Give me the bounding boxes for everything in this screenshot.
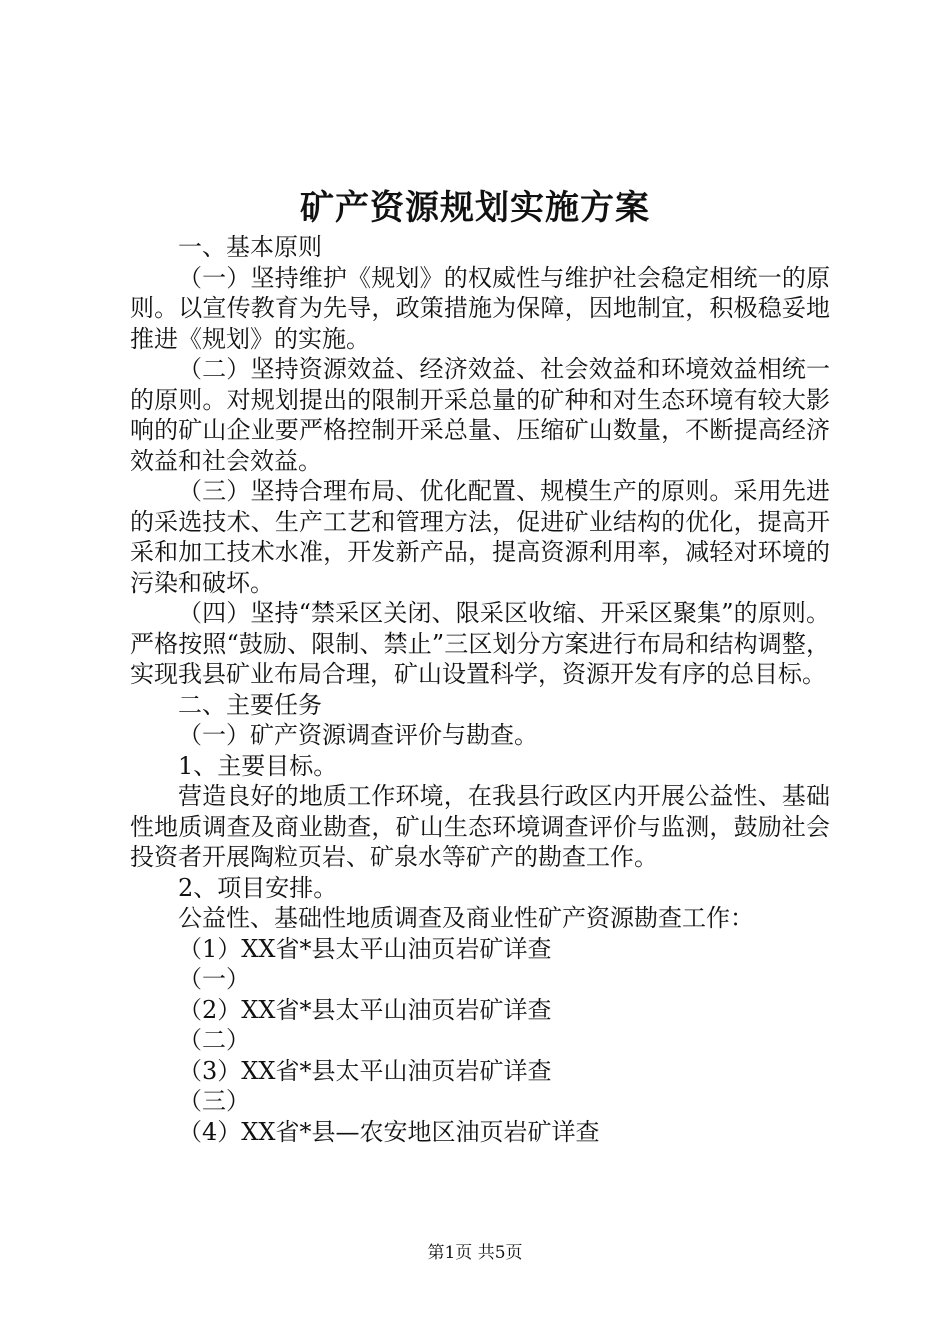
item-heading-projects: 2、项目安排。	[178, 873, 338, 902]
list-item: （一）	[178, 965, 250, 993]
section-heading-principles: 一、基本原则	[178, 233, 322, 261]
document-title: 矿产资源规划实施方案	[300, 188, 650, 228]
list-item: （3）XX省*县太平山油页岩矿详查	[178, 1056, 552, 1085]
paragraph-principle-1: （一）坚持维护《规划》的权威性与维护社会稳定相统一的原则。以宣传教育为先导，政策措施为保障，因地制宜，积极稳妥地推进《规划》的实施。	[130, 263, 830, 353]
list-item: （2）XX省*县太平山油页岩矿详查	[178, 995, 552, 1024]
paragraph-goals: 营造良好的地质工作环境，在我县行政区内开展公益性、基础性地质调查及商业勘查，矿山生态环境调查评价与监测，鼓励社会投资者开展陶粒页岩、矿泉水等矿产的勘查工作。	[130, 782, 830, 871]
list-item: （4）XX省*县—农安地区油页岩矿详查	[178, 1117, 600, 1146]
document-body	[130, 232, 830, 1147]
subsection-heading-survey: （一）矿产资源调查评价与勘查。	[178, 721, 538, 749]
paragraph-principle-2: （二）坚持资源效益、经济效益、社会效益和环境效益相统一的原则。对规划提出的限制开采总量的矿种和对生态环境有较大影响的矿山企业要严格控制开采总量、压缩矿山数量，不断提高经济效益和社会效益。	[130, 355, 830, 475]
list-item: （1）XX省*县太平山油页岩矿详查	[178, 934, 552, 963]
list-item: （三）	[178, 1087, 250, 1115]
paragraph-projects-intro: 公益性、基础性地质调查及商业性矿产资源勘查工作：	[178, 904, 754, 932]
section-heading-tasks: 二、主要任务	[178, 690, 322, 719]
item-heading-goals: 1、主要目标。	[178, 751, 338, 780]
list-item: （二）	[178, 1026, 250, 1054]
paragraph-principle-4: （四）坚持“禁采区关闭、限采区收缩、开采区聚集”的原则。严格按照“鼓励、限制、禁止”三区划分方案进行布局和结构调整，实现我县矿业布局合理，矿山设置科学，资源开发有序的总目标。	[130, 599, 830, 688]
paragraph-principle-3: （三）坚持合理布局、优化配置、规模生产的原则。采用先进的采选技术、生产工艺和管理方法，促进矿业结构的优化，提高开采和加工技术水准，开发新产品，提高资源利用率，减轻对环境的污染和破坏。	[130, 477, 830, 597]
page-footer: 第1页 共5页	[427, 1243, 523, 1263]
